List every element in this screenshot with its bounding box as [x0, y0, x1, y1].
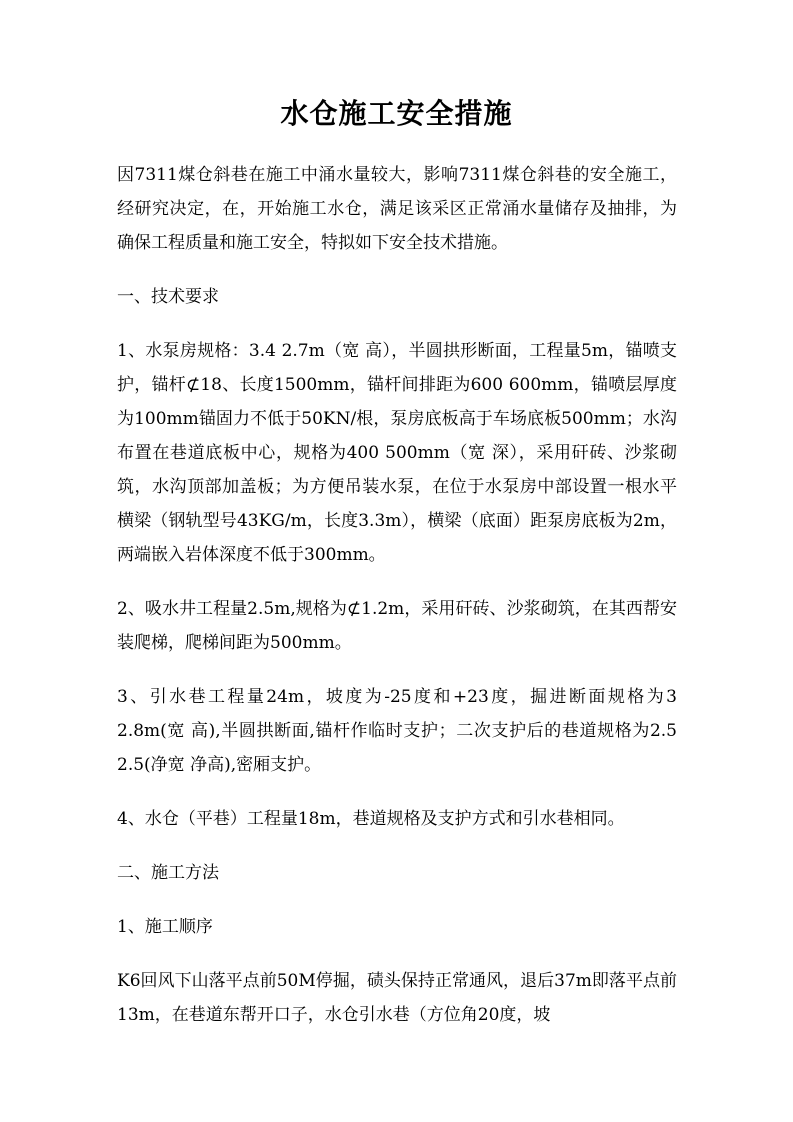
section-heading-construction-method: 二、施工方法 — [117, 863, 219, 883]
paragraph-sequence-detail: K6回风下山落平点前50M停掘，碛头保持正常通风，退后37m即落平点前13m，在巷道东帮开口子，水仓引水巷（方位角20度，坡 — [117, 971, 677, 1025]
subheading-construction-sequence: 1、施工顺序 — [117, 917, 213, 937]
paragraph-pump-room: 1、水泵房规格：3.4 2.7m（宽 高），半圆拱形断面，工程量5m，锚喷支护，锚杆⊄18、长度1500mm，锚杆间排距为600 600mm，锚喷层厚度为100mm锚固力不低于50KN/根，泵房底板高于车场底板500mm；水沟布置在巷道底板中心，规格为400 500mm（宽 深），采用矸砖、沙浆砌筑，水沟顶部加盖板；为方便吊装水泵，在位于水泵房中部设置一根水平横梁（钢轨型号43KG/m，长度3.3m），横梁（底面）距泵房底板为2m，两端嵌入岩体深度不低于300mm。 — [117, 341, 677, 565]
paragraph-sump: 4、水仓（平巷）工程量18m，巷道规格及支护方式和引水巷相同。 — [117, 809, 625, 829]
document-title: 水仓施工安全措施 — [280, 97, 513, 130]
paragraph-diversion-roadway: 3、引水巷工程量24m，坡度为-25度和+23度，掘进断面规格为3 2.8m(宽 高),半圆拱断面,锚杆作临时支护；二次支护后的巷道规格为2.5 2.5(净宽 净高),密厢支护。 — [117, 687, 677, 775]
section-heading-technical-requirements: 一、技术要求 — [117, 287, 219, 307]
paragraph-suction-well: 2、吸水井工程量2.5m,规格为⊄1.2m，采用矸砖、沙浆砌筑，在其西帮安装爬梯，爬梯间距为500mm。 — [117, 599, 677, 653]
document-body — [117, 158, 677, 1052]
intro-paragraph: 因7311煤仓斜巷在施工中涌水量较大，影响7311煤仓斜巷的安全施工，经研究决定，在，开始施工水仓，满足该采区正常涌水量储存及抽排，为确保工程质量和施工安全，特拟如下安全技术措施。 — [117, 165, 677, 253]
